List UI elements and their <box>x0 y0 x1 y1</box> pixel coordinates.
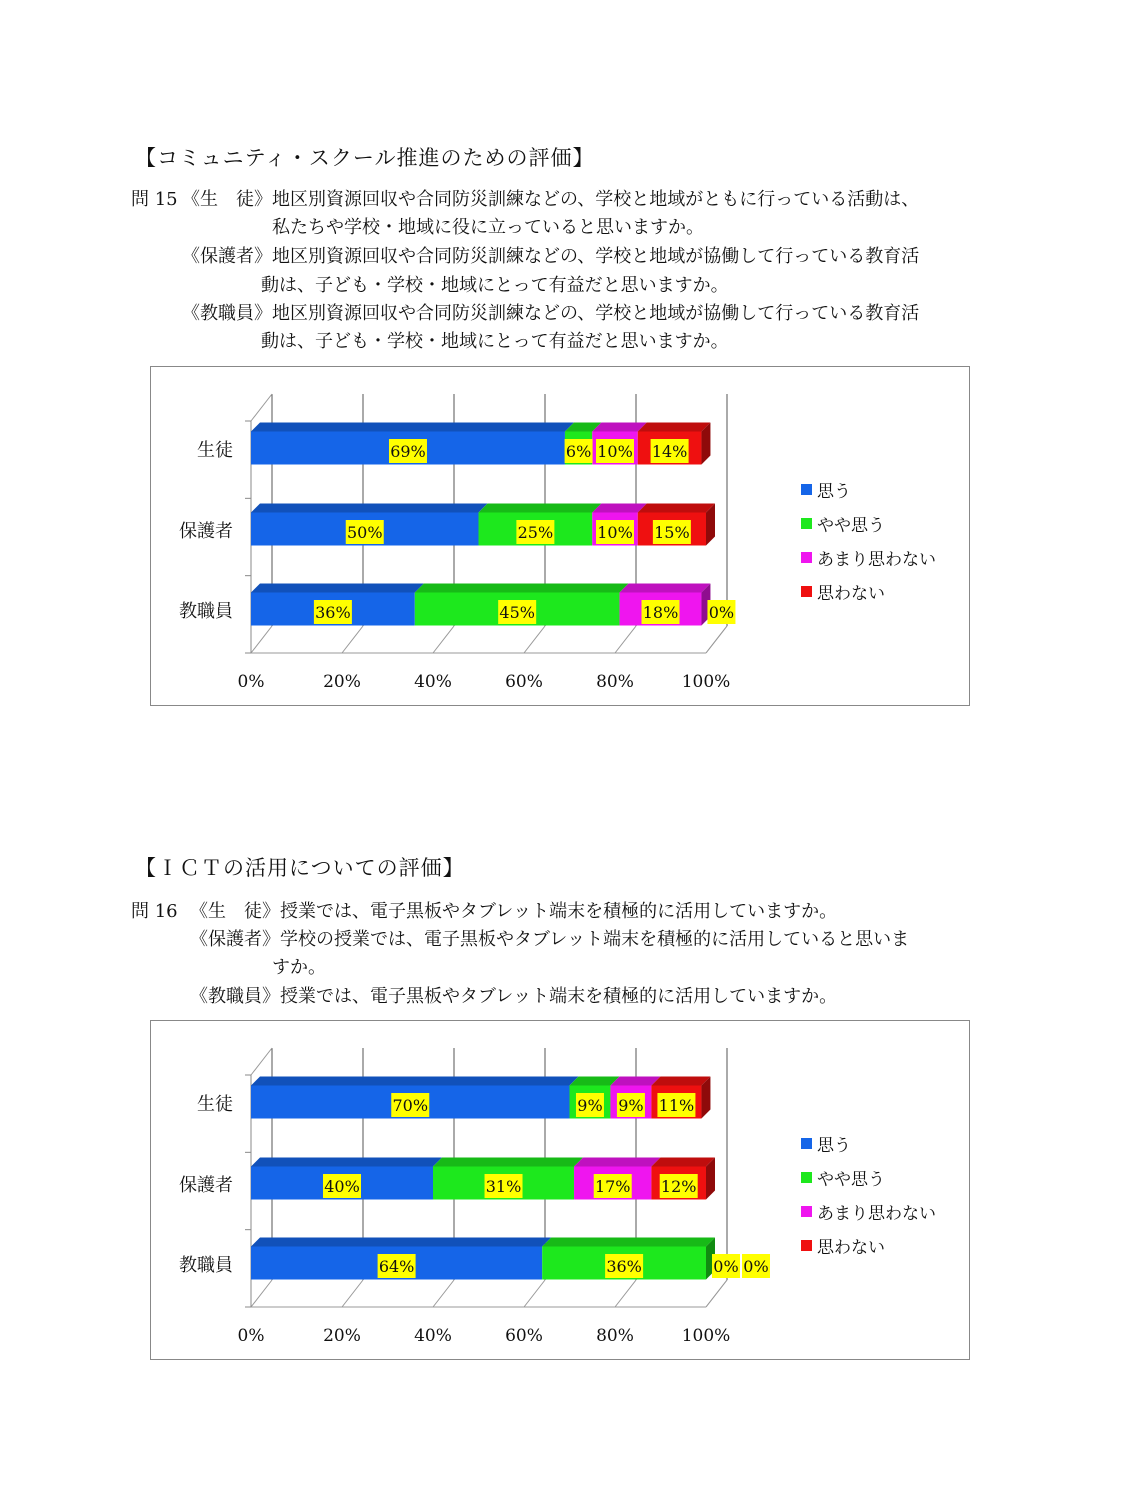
x-tick-label: 100% <box>681 672 731 692</box>
legend-swatch <box>801 1172 812 1183</box>
data-label: 9% <box>577 1096 603 1115</box>
category-label: 教職員 <box>179 1255 233 1276</box>
bar-top-face <box>251 1158 442 1167</box>
section1-q-line-1: 《生 徒》地区別資源回収や合同防災訓練などの、学校と地域がともに行っている活動は、 <box>182 189 920 210</box>
floor-gridline <box>615 1280 636 1307</box>
data-label: 45% <box>499 603 535 622</box>
data-label: 25% <box>517 523 554 542</box>
chart-q16 <box>150 1020 970 1360</box>
bar-top-face <box>592 504 647 513</box>
data-label: 36% <box>606 1257 642 1276</box>
x-tick-label: 80% <box>596 1326 634 1346</box>
legend-swatch <box>801 586 812 597</box>
section1-q-line-3: 《保護者》地区別資源回収や合同防災訓練などの、学校と地域が協働して行っている教育活 <box>182 246 920 267</box>
legend-item <box>801 1160 936 1194</box>
data-label: 17% <box>594 1177 631 1196</box>
section2-question-number: 問 16 <box>131 901 178 922</box>
x-tick-label: 0% <box>237 672 265 692</box>
legend-item <box>801 574 936 608</box>
section2-q-line-2: 《保護者》学校の授業では、電子黒板やタブレット端末を積極的に活用していると思いま <box>190 929 910 950</box>
legend-swatch <box>801 552 812 563</box>
section1-q-line-4: 動は、子ども・学校・地域にとって有益だと思いますか。 <box>261 275 729 296</box>
section2-q-line-4: 《教職員》授業では、電子黒板やタブレット端末を積極的に活用していますか。 <box>190 986 838 1007</box>
category-label: 保護者 <box>179 521 233 542</box>
section2-q-line-1: 《生 徒》授業では、電子黒板やタブレット端末を積極的に活用していますか。 <box>190 901 838 922</box>
section1-question-number: 問 15 <box>131 189 178 210</box>
x-tick-label: 0% <box>237 1326 265 1346</box>
category-label: 教職員 <box>179 601 233 622</box>
x-tick-label: 80% <box>596 672 634 692</box>
data-label: 14% <box>651 442 688 461</box>
floor-gridline <box>342 626 363 653</box>
bar-top-face <box>251 1238 551 1247</box>
bar-top-face <box>479 504 602 513</box>
floor-gridline <box>524 626 545 653</box>
category-label: 生徒 <box>197 440 233 461</box>
chart-q16-legend <box>801 1126 936 1262</box>
legend-item <box>801 472 936 506</box>
data-label: 0% <box>743 1257 769 1276</box>
data-label: 0% <box>708 603 735 622</box>
bar-top-face <box>592 423 647 432</box>
bar-top-face <box>433 1158 583 1167</box>
chart-q15-legend <box>801 472 936 608</box>
x-tick-label: 20% <box>323 1326 361 1346</box>
legend-label: 思う <box>817 481 851 502</box>
floor-gridline <box>433 1280 454 1307</box>
bar-top-face <box>415 584 629 593</box>
bar-top-face <box>251 504 488 513</box>
chart-q15 <box>150 366 970 706</box>
data-label: 10% <box>597 523 633 542</box>
data-label: 64% <box>378 1257 415 1276</box>
legend-label: 思う <box>817 1135 851 1156</box>
legend-label: 思わない <box>817 1237 885 1258</box>
legend-label: やや思う <box>817 1169 885 1190</box>
side-wall-top <box>251 1048 272 1075</box>
data-label: 0% <box>713 1257 739 1276</box>
legend-item <box>801 1194 936 1228</box>
legend-swatch <box>801 1138 812 1149</box>
section1-q-line-6: 動は、子ども・学校・地域にとって有益だと思いますか。 <box>261 331 729 352</box>
legend-label: 思わない <box>817 583 885 604</box>
section1-title: 【コミュニティ・スクール推進のための評価】 <box>135 146 595 170</box>
legend-item <box>801 540 936 574</box>
bar-top-face <box>542 1238 715 1247</box>
bar-top-face <box>251 1077 579 1086</box>
data-label: 15% <box>654 523 690 542</box>
x-tick-label: 60% <box>505 1326 543 1346</box>
legend-swatch <box>801 518 812 529</box>
x-tick-label: 20% <box>323 672 361 692</box>
floor-gridline <box>615 626 636 653</box>
section2-q-line-3: すか。 <box>272 957 326 978</box>
bar-top-face <box>620 584 711 593</box>
bar-top-face <box>651 1158 715 1167</box>
legend-item <box>801 506 936 540</box>
floor-gridline <box>433 626 454 653</box>
floor-gridline <box>251 1280 272 1307</box>
data-label: 40% <box>324 1177 360 1196</box>
data-label: 31% <box>485 1177 522 1196</box>
floor-gridline <box>342 1280 363 1307</box>
data-label: 10% <box>597 442 633 461</box>
floor-right-edge <box>706 626 727 653</box>
data-label: 9% <box>618 1096 644 1115</box>
section1-q-line-2: 私たちや学校・地域に役に立っていると思いますか。 <box>272 217 704 238</box>
category-label: 生徒 <box>197 1094 233 1115</box>
side-wall-top <box>251 394 272 421</box>
category-label: 保護者 <box>179 1175 233 1196</box>
legend-label: あまり思わない <box>817 549 936 570</box>
legend-item <box>801 1126 936 1160</box>
legend-label: あまり思わない <box>817 1203 936 1224</box>
legend-item <box>801 1228 936 1262</box>
floor-gridline <box>524 1280 545 1307</box>
data-label: 70% <box>392 1096 429 1115</box>
x-tick-label: 60% <box>505 672 543 692</box>
data-label: 12% <box>660 1177 697 1196</box>
data-label: 18% <box>642 603 679 622</box>
legend-label: やや思う <box>817 515 885 536</box>
section2-title: 【ＩＣＴの活用についての評価】 <box>135 856 465 880</box>
data-label: 11% <box>658 1096 695 1115</box>
bar-top-face <box>651 1077 710 1086</box>
bar-top-face <box>251 584 424 593</box>
data-label: 69% <box>390 442 426 461</box>
data-label: 6% <box>565 442 592 461</box>
floor-gridline <box>251 626 272 653</box>
legend-swatch <box>801 1240 812 1251</box>
legend-swatch <box>801 1206 812 1217</box>
x-tick-label: 40% <box>414 1326 452 1346</box>
bar-top-face <box>574 1158 660 1167</box>
bar-top-face <box>638 423 711 432</box>
x-tick-label: 40% <box>414 672 452 692</box>
section1-q-line-5: 《教職員》地区別資源回収や合同防災訓練などの、学校と地域が協働して行っている教育活 <box>182 303 920 324</box>
legend-swatch <box>801 484 812 495</box>
data-label: 36% <box>315 603 351 622</box>
data-label: 50% <box>346 523 383 542</box>
bar-top-face <box>251 423 574 432</box>
floor-right-edge <box>706 1280 727 1307</box>
bar-top-face <box>638 504 715 513</box>
x-tick-label: 100% <box>681 1326 731 1346</box>
